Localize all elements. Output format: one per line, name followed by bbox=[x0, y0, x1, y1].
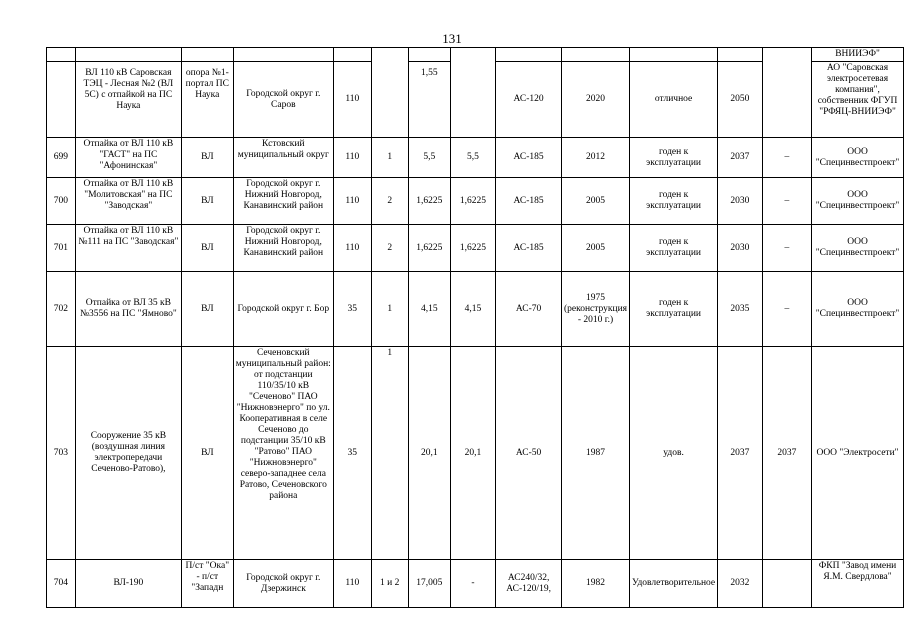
power-lines-table bbox=[46, 47, 904, 608]
line-voltage: 110 bbox=[333, 138, 371, 178]
row-number: 703 bbox=[47, 347, 76, 560]
line-location: Городской округ г. Дзержинск bbox=[233, 560, 333, 608]
line-condition: годен к эксплуатации bbox=[630, 138, 718, 178]
line-voltage: 110 bbox=[333, 225, 371, 272]
line-circuits: 2 bbox=[371, 225, 408, 272]
table-row bbox=[47, 347, 904, 560]
service-until: 2037 bbox=[718, 347, 763, 560]
wire-brand: АС240/32, АС-120/19, bbox=[496, 560, 562, 608]
line-voltage: 35 bbox=[333, 272, 371, 347]
line-length: 5,5 bbox=[408, 138, 450, 178]
line-location: Городской округ г. Нижний Новгород, Канавинский район bbox=[233, 225, 333, 272]
line-circuits: 1 и 2 bbox=[371, 560, 408, 608]
line-name: Отпайка от ВЛ 110 кВ "ГАСТ" на ПС "Афонинская" bbox=[75, 138, 181, 178]
line-name: ВЛ-190 bbox=[75, 560, 181, 608]
line-name: ВЛ 110 кВ Саровская ТЭЦ - Лесная №2 (ВЛ 5С) с отпайкой на ПС Наука bbox=[75, 62, 181, 138]
service-until-2: – bbox=[762, 225, 811, 272]
line-location: Сеченовский муниципальный район: от подстанции 110/35/10 кВ "Сеченово" ПАО "Нижновэнерго" по ул. Кооперативная в селе Сеченово до подстанции 35/10 кВ "Ратово" ПАО "Нижновэнерго" северо-западнее села Ратово, Сеченовского района bbox=[233, 347, 333, 560]
service-until-2: – bbox=[762, 138, 811, 178]
line-length-2: 20,1 bbox=[450, 347, 496, 560]
table-cell bbox=[561, 48, 629, 62]
line-owner: ООО "Специнвестпроект" bbox=[812, 178, 904, 225]
line-circuits: 1 bbox=[371, 272, 408, 347]
table-cell bbox=[371, 48, 408, 138]
table-cell bbox=[496, 48, 562, 62]
line-circuits: 2 bbox=[371, 178, 408, 225]
line-circuits: 1 bbox=[371, 138, 408, 178]
line-length: 1,6225 bbox=[408, 178, 450, 225]
row-number bbox=[47, 62, 76, 138]
row-number: 700 bbox=[47, 178, 76, 225]
service-until-2: – bbox=[762, 272, 811, 347]
table-row bbox=[47, 178, 904, 225]
table-cell-owner: ВНИИЭФ" bbox=[812, 48, 904, 62]
line-type: П/ст "Ока" - п/ст "Западн bbox=[181, 560, 233, 608]
line-location: Городской округ г. Нижний Новгород, Канавинский район bbox=[233, 178, 333, 225]
table-cell bbox=[181, 48, 233, 62]
table-cell bbox=[233, 48, 333, 62]
commission-year: 2020 bbox=[561, 62, 629, 138]
line-condition: годен к эксплуатации bbox=[630, 272, 718, 347]
wire-brand: АС-50 bbox=[496, 347, 562, 560]
line-length-2: 4,15 bbox=[450, 272, 496, 347]
line-length: 17,005 bbox=[408, 560, 450, 608]
line-length: 1,6225 bbox=[408, 225, 450, 272]
line-owner: ФКП "Завод имени Я.М. Свердлова" bbox=[812, 560, 904, 608]
commission-year: 2005 bbox=[561, 225, 629, 272]
table-cell bbox=[450, 48, 496, 138]
table-cell bbox=[762, 48, 811, 138]
line-type: ВЛ bbox=[181, 225, 233, 272]
line-owner: ООО "Специнвестпроект" bbox=[812, 272, 904, 347]
line-owner: АО "Саровская электросетевая компания", собственник ФГУП "РФЯЦ-ВНИИЭФ" bbox=[812, 62, 904, 138]
wire-brand: АС-185 bbox=[496, 178, 562, 225]
row-number: 699 bbox=[47, 138, 76, 178]
line-type: ВЛ bbox=[181, 347, 233, 560]
service-until: 2032 bbox=[718, 560, 763, 608]
service-until: 2050 bbox=[718, 62, 763, 138]
wire-brand: АС-120 bbox=[496, 62, 562, 138]
line-location: Кстовский муниципальный округ bbox=[233, 138, 333, 178]
line-location: Городской округ г. Бор bbox=[233, 272, 333, 347]
commission-year: 1987 bbox=[561, 347, 629, 560]
table-cell bbox=[630, 48, 718, 62]
row-number: 701 bbox=[47, 225, 76, 272]
line-voltage: 35 bbox=[333, 347, 371, 560]
line-owner: ООО "Специнвестпроект" bbox=[812, 225, 904, 272]
line-type: опора №1-портал ПС Наука bbox=[181, 62, 233, 138]
line-voltage: 110 bbox=[333, 560, 371, 608]
table-header-row bbox=[47, 48, 904, 62]
line-type: ВЛ bbox=[181, 138, 233, 178]
service-until-2: – bbox=[762, 178, 811, 225]
line-name: Отпайка от ВЛ 35 кВ №3556 на ПС "Ямново" bbox=[75, 272, 181, 347]
commission-year: 1975 (реконструкция - 2010 г.) bbox=[561, 272, 629, 347]
row-number: 704 bbox=[47, 560, 76, 608]
line-type: ВЛ bbox=[181, 178, 233, 225]
line-condition: годен к эксплуатации bbox=[630, 225, 718, 272]
table-cell bbox=[333, 48, 371, 62]
service-until-2 bbox=[762, 560, 811, 608]
line-length: 4,15 bbox=[408, 272, 450, 347]
wire-brand: АС-185 bbox=[496, 225, 562, 272]
line-type: ВЛ bbox=[181, 272, 233, 347]
page-number: 131 bbox=[442, 31, 462, 46]
table-row bbox=[47, 272, 904, 347]
line-voltage: 110 bbox=[333, 62, 371, 138]
line-voltage: 110 bbox=[333, 178, 371, 225]
service-until: 2037 bbox=[718, 138, 763, 178]
commission-year: 1982 bbox=[561, 560, 629, 608]
line-condition: годен к эксплуатации bbox=[630, 178, 718, 225]
wire-brand: АС-185 bbox=[496, 138, 562, 178]
line-name: Отпайка от ВЛ 110 кВ №111 на ПС "Заводская" bbox=[75, 225, 181, 272]
line-length-2: - bbox=[450, 560, 496, 608]
line-condition: Удовлетворительное bbox=[630, 560, 718, 608]
table-cell bbox=[75, 48, 181, 62]
line-condition: отличное bbox=[630, 62, 718, 138]
line-length: 20,1 bbox=[408, 347, 450, 560]
line-length: 1,55 bbox=[408, 62, 450, 138]
service-until: 2035 bbox=[718, 272, 763, 347]
line-circuits: 1 bbox=[371, 347, 408, 560]
wire-brand: АС-70 bbox=[496, 272, 562, 347]
line-length-2: 5,5 bbox=[450, 138, 496, 178]
table-cell bbox=[408, 48, 450, 62]
commission-year: 2012 bbox=[561, 138, 629, 178]
line-name: Сооружение 35 кВ (воздушная линия электропередачи Сеченово-Ратово), bbox=[75, 347, 181, 560]
line-owner: ООО "Электросети" bbox=[812, 347, 904, 560]
service-until-2: 2037 bbox=[762, 347, 811, 560]
row-number: 702 bbox=[47, 272, 76, 347]
commission-year: 2005 bbox=[561, 178, 629, 225]
table-cell bbox=[47, 48, 76, 62]
line-name: Отпайка от ВЛ 110 кВ "Молитовская" на ПС "Заводская" bbox=[75, 178, 181, 225]
service-until: 2030 bbox=[718, 225, 763, 272]
table-row bbox=[47, 138, 904, 178]
table-cell bbox=[718, 48, 763, 62]
service-until: 2030 bbox=[718, 178, 763, 225]
line-location: Городской округ г. Саров bbox=[233, 62, 333, 138]
table-row bbox=[47, 560, 904, 608]
line-length-2: 1,6225 bbox=[450, 225, 496, 272]
line-owner: ООО "Специнвестпроект" bbox=[812, 138, 904, 178]
table-row bbox=[47, 225, 904, 272]
line-condition: удов. bbox=[630, 347, 718, 560]
line-length-2: 1,6225 bbox=[450, 178, 496, 225]
